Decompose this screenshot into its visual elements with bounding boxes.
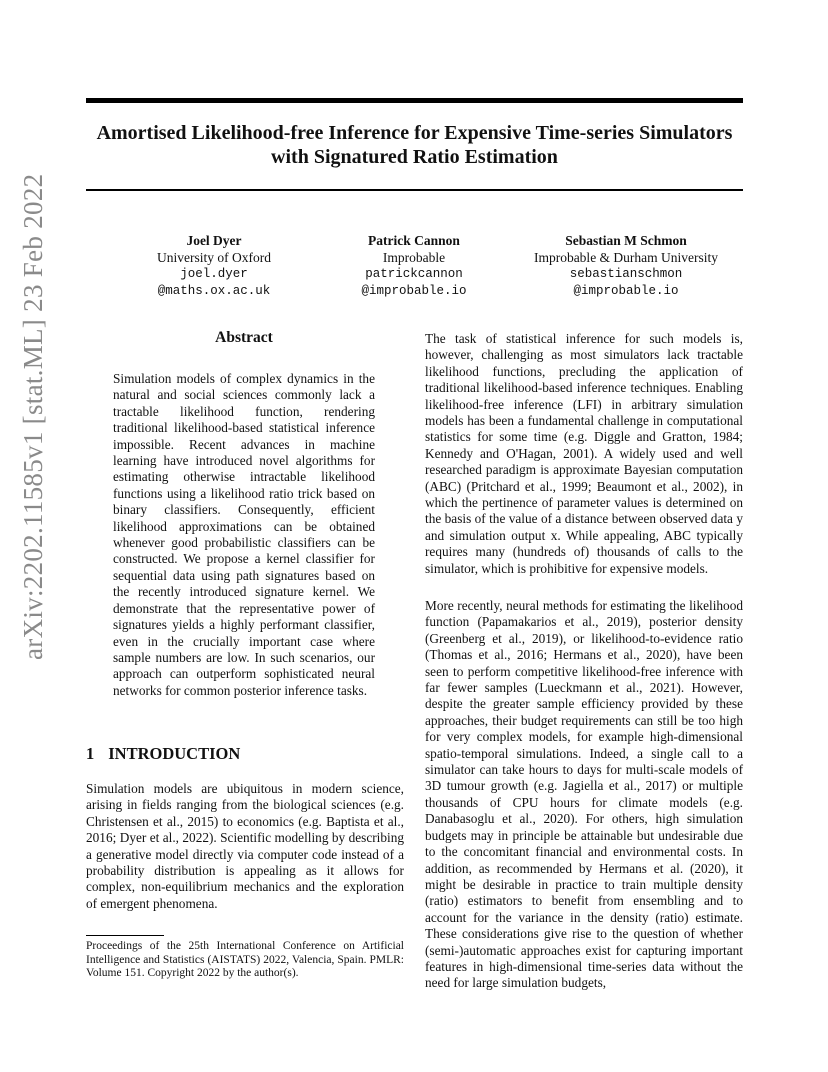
author-affiliation: Improbable (382, 249, 446, 265)
arxiv-id: arXiv:2202.11585v1 [stat.ML] 23 Feb 2022 (18, 173, 48, 660)
abstract-heading: Abstract (215, 329, 273, 346)
author-email: patrickcannon (365, 267, 463, 281)
author-name: Joel Dyer (186, 233, 242, 248)
right-column-paragraph-2: More recently, neural methods for estimating the likelihood function (Papamakarios et al., 2019), posterior density (Greenberg et al., 2019), or likelihood-to-evidence ratio (Thomas et al., 2016; Hermans et al., 2020), have been seen to perform competitive likelihood-free inference with far fewer samples (Lueckmann et al., 2021). However, despite the greater sample efficiency provided by these approaches, their budget requirements can still be too high for very complex models, for example high-dimensional spatio-temporal simulations. Indeed, a single call to a simulator can take hours to days for multi-scale models of 3D tumour growth (e.g. Jagiella et al., 2017) or multiple thousands of CPU hours for climate models (e.g. Danabasoglu et al., 2020). For others, high simulation budgets may in principle be attainable but undesirable due to the concomitant financial and environmental costs. In addition, as recommended by Hermans et al. (2020), it might be desirable in practice to train multiple density (ratio) estimators to benefit from ensembling and to account for the variance in the density (ratio) estimate. These considerations give rise to the question of whether (semi-)automatic approaches exist for capturing important features in high-dimensional time-series data without the need for large simulation budgets, (425, 598, 743, 991)
author-affiliation: University of Oxford (157, 249, 271, 265)
intro-paragraph: Simulation models are ubiquitous in modern science, arising in fields ranging from the biological sciences (e.g. Christensen et al., 2015) to economics (e.g. Baptista et al., 2016; Dyer et al., 2022). Scientific modelling by describing a generative model directly via computer code instead of a probability distribution is appealing as it allows for complex, non-equilibrium mechanics and the exploration of emergent phenomena. (86, 781, 404, 911)
top-rule (86, 98, 743, 103)
section-heading (86, 744, 240, 764)
section-number: 1 (86, 744, 95, 763)
author-2 (314, 233, 514, 299)
abstract-text: Simulation models of complex dynamics in the natural and social sciences commonly lack a tractable likelihood function, rendering traditional likelihood-based statistical inference impossible. Recent advances in machine learning have introduced novel algorithms for estimating otherwise intractable likelihood functions using a likelihood ratio trick based on binary classifiers. Consequently, efficient likelihood approximations can be obtained whenever good probabilistic classifiers can be constructed. We propose a kernel classifier for sequential data using path signatures based on the recently introduced signature kernel. We demonstrate that the representative power of signatures yields a highly performant classifier, even in the crucially important case where sample numbers are low. In such scenarios, our approach can outperform sophisticated neural networks for common posterior inference tasks. (113, 371, 375, 698)
title-rule (86, 189, 743, 191)
right-column-paragraph-1: The task of statistical inference for such models is, however, challenging as most simulators lack tractable likelihood functions, precluding the application of traditional likelihood-based inference techniques. Enabling likelihood-free inference (LFI) in arbitrary simulation models has been a fundamental challenge in computational statistics for some time (e.g. Diggle and Gratton, 1984; Kennedy and O'Hagan, 2001). A widely used and well researched paradigm is approximate Bayesian computation (ABC) (Pritchard et al., 1999; Beaumont et al., 2002), in which the pertinence of parameter values is determined on the basis of the value of a distance between observed data y and simulation output x. While appealing, ABC typically requires many (hundreds of) thousands of calls to the simulator, which is prohibitive for expensive models. (425, 331, 743, 576)
footnote-rule (86, 935, 164, 936)
author-email-domain: @maths.ox.ac.uk (157, 283, 271, 298)
author-email: joel.dyer (180, 267, 248, 281)
author-email: sebastianschmon (569, 267, 683, 281)
section-title: INTRODUCTION (108, 744, 241, 763)
author-affiliation: Improbable & Durham University (533, 249, 719, 265)
paper-title: Amortised Likelihood-free Inference for Expensive Time-series Simulators with Signatured Ratio Estimation (96, 122, 733, 168)
author-email-domain: @improbable.io (573, 283, 679, 298)
footnote: Proceedings of the 25th International Conference on Artificial Intelligence and Statistics (AISTATS) 2022, Valencia, Spain. PMLR: Volume 151. Copyright 2022 by the author(s). (86, 940, 404, 980)
author-name: Sebastian M Schmon (565, 233, 687, 248)
author-email-domain: @improbable.io (361, 283, 467, 298)
author-name: Patrick Cannon (368, 233, 460, 248)
author-3 (511, 233, 741, 299)
author-1 (114, 233, 314, 299)
